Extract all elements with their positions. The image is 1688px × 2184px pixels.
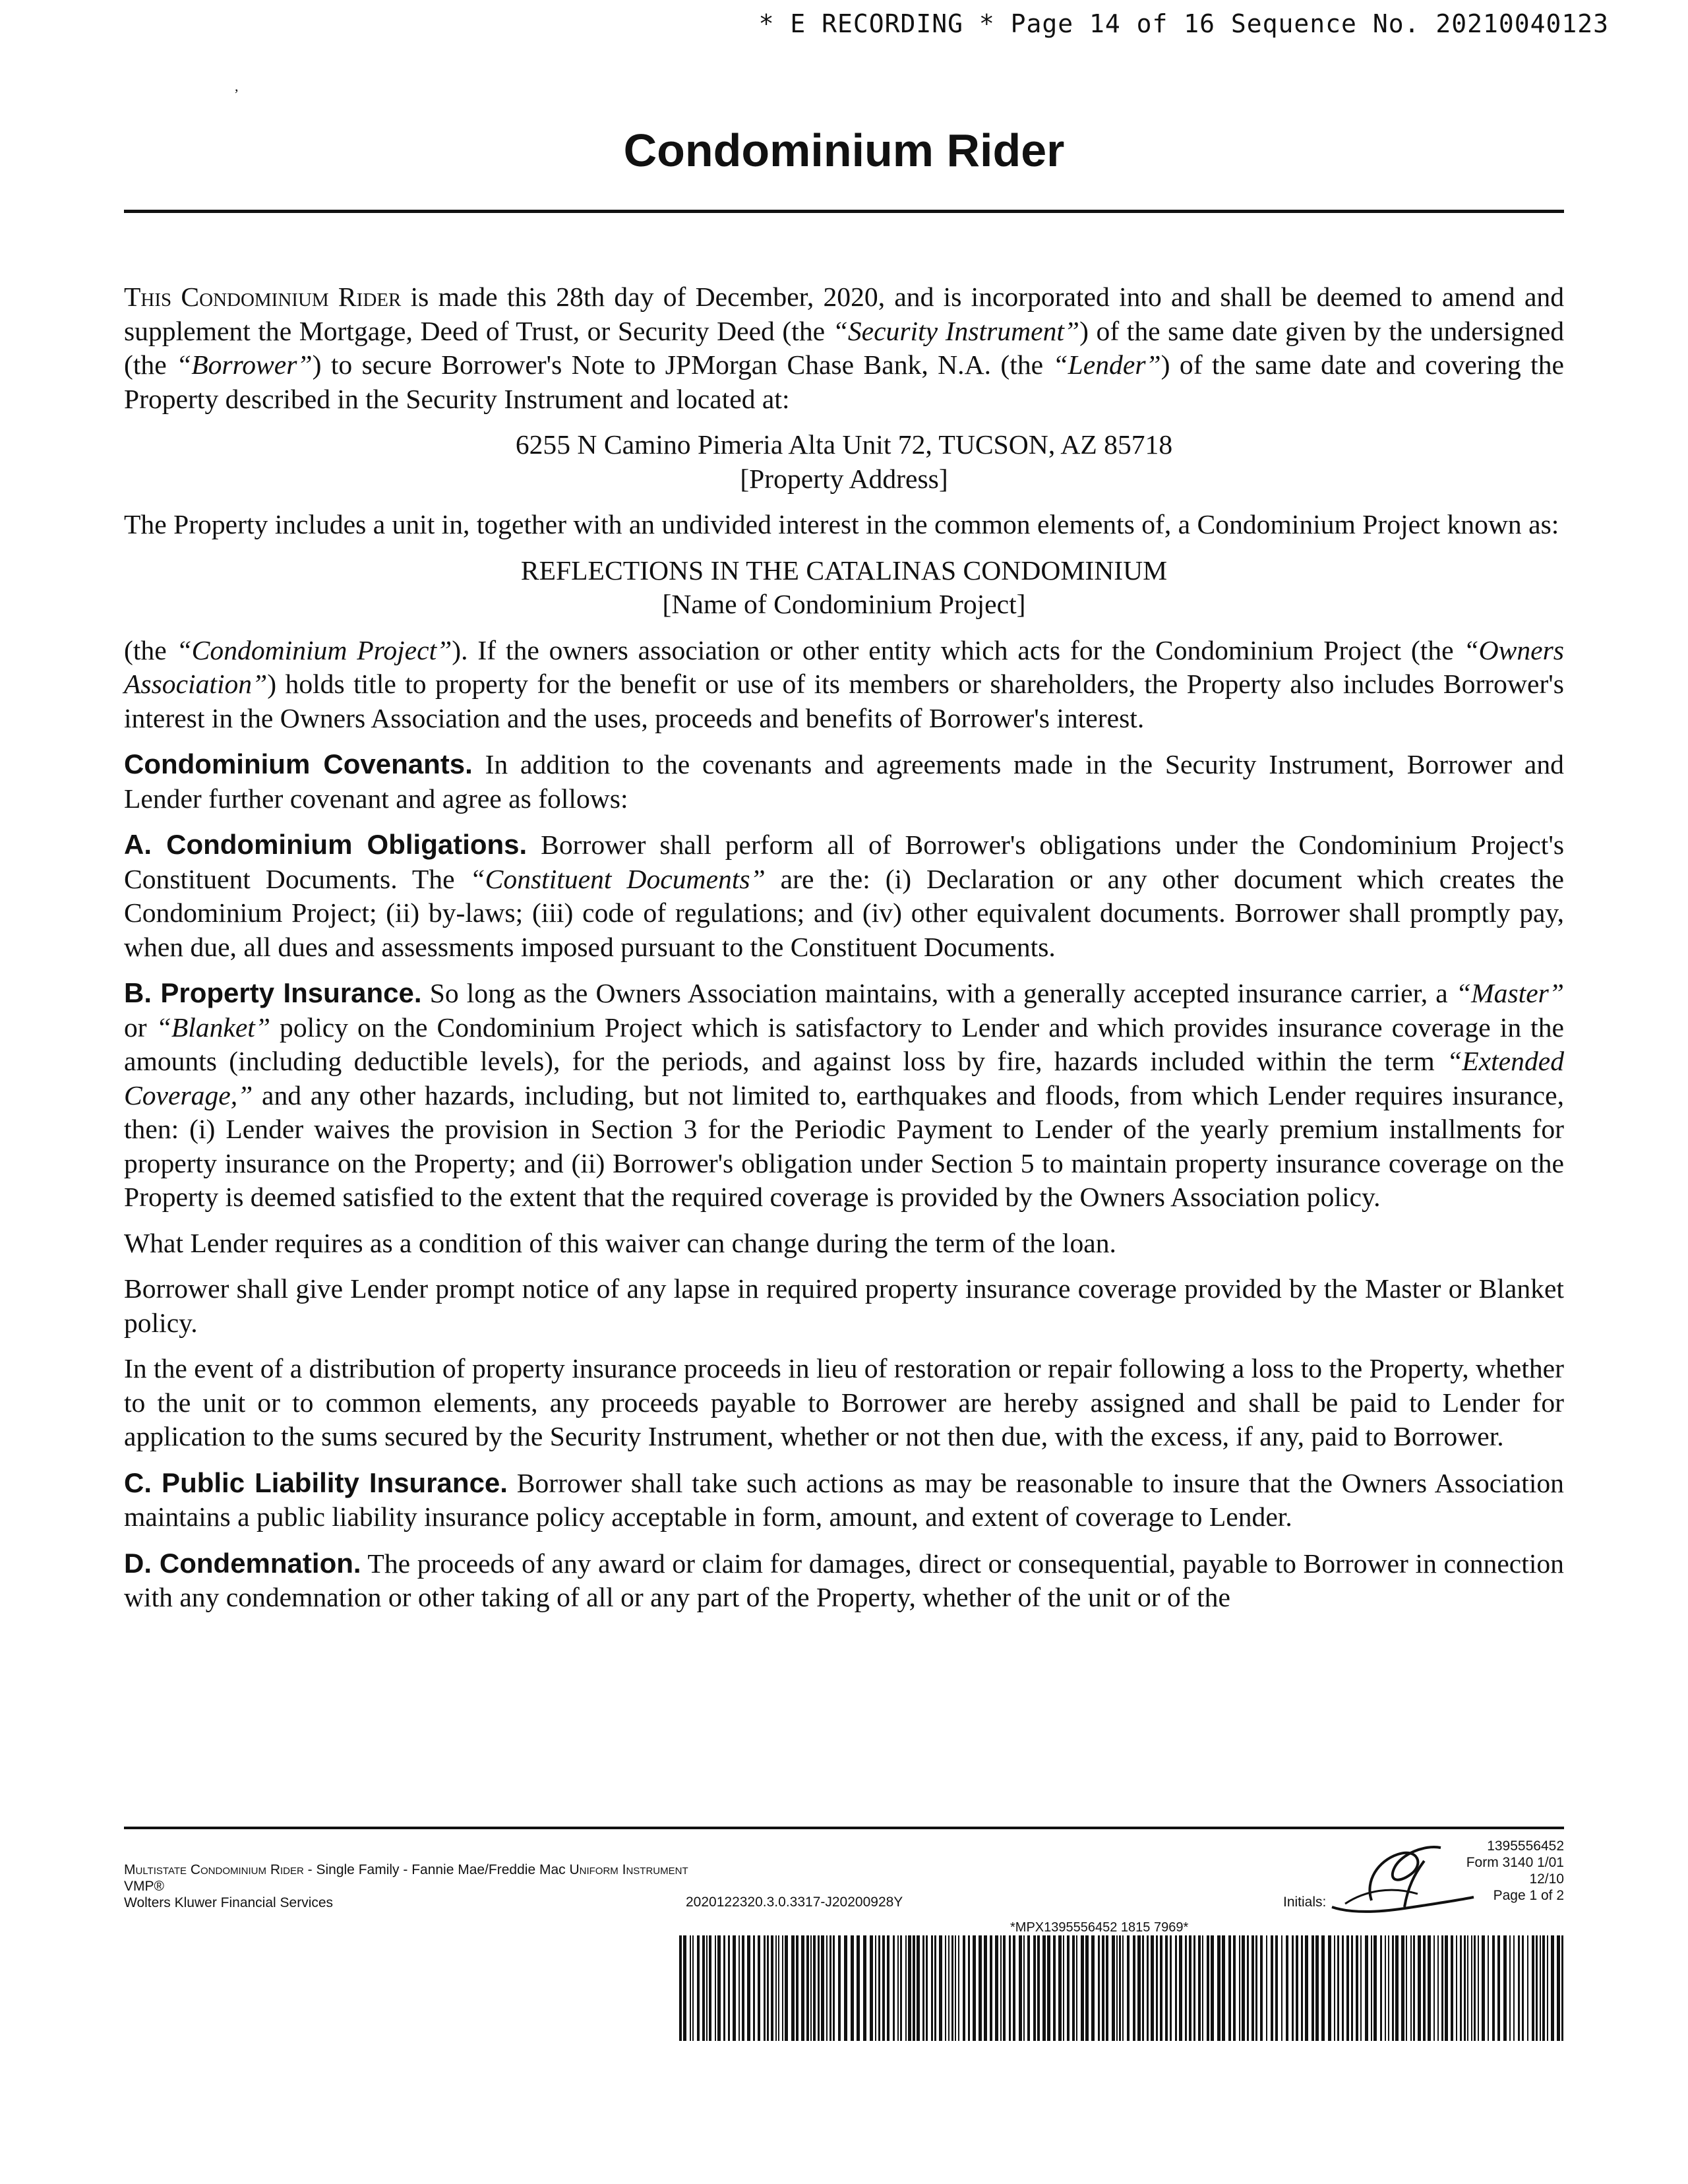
barcode-bar bbox=[1467, 1935, 1468, 2041]
barcode-bar bbox=[1460, 1935, 1462, 2041]
intro-text: ) of the same date and covering the Property described in the Security Instrument and located at: bbox=[124, 349, 1564, 414]
barcode-bar bbox=[728, 1935, 730, 2041]
covenants-text: In addition to the covenants and agreements made in the Security Instrument, Borrower and Lender further covenant and agree as follows: bbox=[124, 749, 1564, 814]
barcode-bar bbox=[1027, 1935, 1030, 2041]
barcode-bar bbox=[1547, 1935, 1548, 2041]
barcode-bar bbox=[1492, 1935, 1495, 2041]
barcode-bar bbox=[1023, 1935, 1025, 2041]
barcode-bar bbox=[1328, 1935, 1331, 2041]
barcode-bar bbox=[702, 1935, 705, 2041]
barcode-bar bbox=[1251, 1935, 1254, 2041]
term-security-instrument: “Security Instrument” bbox=[832, 315, 1080, 346]
term-condominium-project: “Condominium Project” bbox=[176, 634, 452, 665]
form-description bbox=[124, 1862, 688, 1878]
barcode-bar bbox=[1281, 1935, 1282, 2041]
barcode-bar bbox=[1170, 1935, 1172, 2041]
barcode-bar bbox=[1385, 1935, 1386, 2041]
barcode-bar bbox=[878, 1935, 880, 2041]
barcode-bar bbox=[1000, 1935, 1002, 2041]
barcode-bar bbox=[1315, 1935, 1319, 2041]
section-b bbox=[124, 976, 1564, 1215]
barcode-bar bbox=[782, 1935, 783, 2041]
footer-form-info bbox=[124, 1862, 688, 1911]
section-d-heading: D. Condemnation. bbox=[124, 1547, 361, 1579]
barcode-bar bbox=[1488, 1935, 1489, 2041]
barcode-bar bbox=[1561, 1935, 1563, 2041]
barcode-bar bbox=[785, 1935, 788, 2041]
barcode-bar bbox=[775, 1935, 777, 2041]
project-name-label: [Name of Condominium Project] bbox=[662, 589, 1026, 619]
barcode-bar bbox=[791, 1935, 795, 2041]
barcode-bar bbox=[1406, 1935, 1407, 2041]
barcode-bar bbox=[1395, 1935, 1399, 2041]
barcode-bar bbox=[1211, 1935, 1214, 2041]
footer-form-numbers bbox=[1466, 1838, 1564, 1904]
barcode-bar bbox=[1189, 1935, 1191, 2041]
barcode-bar bbox=[1142, 1935, 1144, 2041]
barcode-bar bbox=[857, 1935, 860, 2041]
document-code: 2020122320.3.0.3317-J20200928Y bbox=[686, 1895, 903, 1910]
barcode-bar bbox=[1239, 1935, 1240, 2041]
section-c-heading: C. Public Liability Insurance. bbox=[124, 1467, 508, 1498]
barcode-bar bbox=[984, 1935, 987, 2041]
barcode-bar bbox=[1133, 1935, 1135, 2041]
barcode-bar bbox=[1321, 1935, 1325, 2041]
barcode-bar bbox=[1255, 1935, 1257, 2041]
barcode-bar bbox=[1401, 1935, 1404, 2041]
section-b-text: So long as the Owners Association maintains, with a generally accepted insurance carrier, a bbox=[421, 978, 1456, 1008]
term-constituent-documents: “Constituent Documents” bbox=[469, 863, 766, 894]
barcode-bar bbox=[1464, 1935, 1466, 2041]
barcode-bar bbox=[1009, 1935, 1011, 2041]
barcode-bar bbox=[1334, 1935, 1335, 2041]
barcode-bar bbox=[697, 1935, 700, 2041]
waiver-paragraph: What Lender requires as a condition of this waiver can change during the term of the loan. bbox=[124, 1227, 1116, 1258]
rider-lead: This Condominium Rider bbox=[124, 282, 402, 312]
property-address: 6255 N Camino Pimeria Alta Unit 72, TUCSON, AZ 85718 bbox=[515, 429, 1173, 460]
vmp-mark: VMP® bbox=[124, 1879, 164, 1894]
barcode-bar bbox=[968, 1935, 970, 2041]
barcode-bar bbox=[709, 1935, 711, 2041]
barcode-bar bbox=[1292, 1935, 1294, 2041]
barcode-bar bbox=[1222, 1935, 1225, 2041]
barcode-bar bbox=[1365, 1935, 1368, 2041]
barcode-bar bbox=[1360, 1935, 1362, 2041]
barcode-bar bbox=[1380, 1935, 1382, 2041]
barcode-bar bbox=[1557, 1935, 1560, 2041]
initials-signature bbox=[1325, 1835, 1477, 1920]
barcode-bar bbox=[1418, 1935, 1421, 2041]
term-borrower: “Borrower” bbox=[176, 349, 313, 380]
barcode-bar bbox=[838, 1935, 841, 2041]
section-c-text: Borrower shall take such actions as may be reasonable to insure that the Owners Association maintains a public liability insurance policy acceptable in form, amount, and extent of coverage to Lender. bbox=[124, 1467, 1564, 1532]
barcode-bar bbox=[893, 1935, 895, 2041]
barcode-bar bbox=[1445, 1935, 1448, 2041]
initials-label: Initials: bbox=[1283, 1895, 1327, 1910]
barcode-bar bbox=[1423, 1935, 1426, 2041]
barcode-bar bbox=[995, 1935, 998, 2041]
barcode-bar bbox=[926, 1935, 928, 2041]
form-number: Form 3140 1/01 bbox=[1466, 1855, 1564, 1870]
barcode-bar bbox=[931, 1935, 933, 2041]
barcode-bar bbox=[1260, 1935, 1263, 2041]
barcode-bar bbox=[1207, 1935, 1209, 2041]
barcode-bar bbox=[917, 1935, 920, 2041]
barcode-bar bbox=[1156, 1935, 1158, 2041]
barcode-bar bbox=[738, 1935, 740, 2041]
barcode-bar bbox=[1471, 1935, 1472, 2041]
barcode-bar bbox=[1337, 1935, 1339, 2041]
barcode-bar bbox=[905, 1935, 907, 2041]
barcode-bar bbox=[1266, 1935, 1267, 2041]
barcode-bar bbox=[1053, 1935, 1056, 2041]
barcode-bar bbox=[900, 1935, 902, 2041]
barcode-bar bbox=[1003, 1935, 1006, 2041]
project-paragraph bbox=[124, 634, 1564, 736]
barcode-bar bbox=[833, 1935, 835, 2041]
barcode-bar bbox=[679, 1935, 682, 2041]
barcode-bar bbox=[1185, 1935, 1187, 2041]
document-body bbox=[124, 280, 1564, 1627]
barcode-bar bbox=[913, 1935, 915, 2041]
document-title: Condominium Rider bbox=[623, 125, 1065, 176]
section-b-text: or bbox=[124, 1012, 156, 1043]
barcode-bar bbox=[1451, 1935, 1453, 2041]
barcode-bar bbox=[1175, 1935, 1177, 2041]
barcode-bar bbox=[1042, 1935, 1046, 2041]
section-b-text: policy on the Condominium Project which is satisfactory to Lender and which provides insurance coverage in the amounts (including deductible levels), for the periods, and against loss by fire, hazards included within the term bbox=[124, 1012, 1564, 1076]
section-b-heading: B. Property Insurance. bbox=[124, 977, 422, 1008]
barcode-bar bbox=[1067, 1935, 1070, 2041]
barcode-bar bbox=[764, 1935, 766, 2041]
barcode-bar bbox=[1037, 1935, 1040, 2041]
barcode-bar bbox=[1542, 1935, 1545, 2041]
covenants-heading: Condominium Covenants. bbox=[124, 748, 473, 779]
barcode-bar bbox=[1179, 1935, 1182, 2041]
barcode-bar bbox=[1437, 1935, 1439, 2041]
barcode-bar bbox=[951, 1935, 953, 2041]
barcode-bar bbox=[829, 1935, 831, 2041]
form-subtitle: - Single Family - Fannie Mae/Freddie Mac bbox=[303, 1862, 570, 1877]
barcode-bar bbox=[796, 1935, 799, 2041]
section-d-text: The proceeds of any award or claim for damages, direct or consequential, payable to Borrower in connection with any condemnation or other taking of all or any part of the Property, whether of the unit or of the bbox=[124, 1548, 1564, 1612]
intro-text: ) to secure Borrower's Note to JPMorgan Chase Bank, N.A. (the bbox=[312, 349, 1053, 380]
barcode-bar bbox=[1198, 1935, 1201, 2041]
barcode-bar bbox=[1127, 1935, 1130, 2041]
barcode-bar bbox=[939, 1935, 942, 2041]
barcode-bar bbox=[1474, 1935, 1476, 2041]
barcode-bar bbox=[723, 1935, 725, 2041]
barcode-bar bbox=[1527, 1935, 1528, 2041]
barcode-bar bbox=[1047, 1935, 1050, 2041]
intro-text: ) of the same date given by the undersigned (the bbox=[124, 315, 1565, 380]
lapse-notice-paragraph: Borrower shall give Lender prompt notice of any lapse in required property insurance coverage provided by the Master or Blanket policy. bbox=[124, 1273, 1564, 1338]
project-name-block bbox=[124, 554, 1564, 622]
barcode-bar bbox=[1428, 1935, 1431, 2041]
barcode-bar bbox=[955, 1935, 956, 2041]
intro-text: is made this 28th day of December, 2020, and is incorporated into and shall be deemed to amend and supplement the Mortgage, Deed of Trust, or Security Deed (the bbox=[124, 282, 1564, 346]
barcode-bar bbox=[818, 1935, 820, 2041]
barcode-bar bbox=[863, 1935, 866, 2041]
barcode-bar bbox=[1151, 1935, 1154, 2041]
barcode-bar bbox=[1503, 1935, 1507, 2041]
barcode-bar bbox=[948, 1935, 950, 2041]
barcode-bar bbox=[1433, 1935, 1435, 2041]
barcode-bar bbox=[767, 1935, 769, 2041]
barcode-bar bbox=[1112, 1935, 1115, 2041]
barcode-bar bbox=[690, 1935, 691, 2041]
barcode-bar bbox=[1033, 1935, 1036, 2041]
barcode-bar bbox=[1513, 1935, 1515, 2041]
barcode-bar bbox=[963, 1935, 965, 2041]
barcode-bar bbox=[887, 1935, 889, 2041]
barcode-bar bbox=[897, 1935, 899, 2041]
term-blanket: “Blanket” bbox=[156, 1012, 270, 1043]
barcode-bar bbox=[875, 1935, 876, 2041]
project-text: ) holds title to property for the benefit or use of its members or shareholders, the Property also includes Borrower's interest in the Owners Association and the uses, proceeds and benefits of Borrower's interest. bbox=[124, 669, 1564, 733]
barcode-bar bbox=[810, 1935, 812, 2041]
barcode-bar bbox=[1242, 1935, 1245, 2041]
barcode-bar bbox=[1540, 1935, 1541, 2041]
term-lender: “Lender” bbox=[1052, 349, 1161, 380]
barcode-bar bbox=[1410, 1935, 1412, 2041]
intro-paragraph bbox=[124, 280, 1564, 416]
project-name: REFLECTIONS IN THE CATALINAS CONDOMINIUM bbox=[520, 555, 1168, 586]
scan-mark: , bbox=[235, 78, 239, 94]
barcode-bar bbox=[742, 1935, 744, 2041]
footer-rule bbox=[124, 1827, 1564, 1829]
barcode-bar bbox=[1098, 1935, 1100, 2041]
section-a-heading: A. Condominium Obligations. bbox=[124, 829, 528, 860]
loan-number: 1395556452 bbox=[1487, 1838, 1564, 1854]
barcode-bar bbox=[1063, 1935, 1064, 2041]
barcode-bar bbox=[1091, 1935, 1095, 2041]
barcode-bar bbox=[844, 1935, 847, 2041]
barcode-bar bbox=[973, 1935, 976, 2041]
barcode-bar bbox=[778, 1935, 779, 2041]
barcode-bar bbox=[1147, 1935, 1149, 2041]
barcode-bar bbox=[1247, 1935, 1249, 2041]
barcode-bar bbox=[934, 1935, 936, 2041]
property-address-block bbox=[124, 428, 1564, 496]
barcode-bar bbox=[733, 1935, 736, 2041]
barcode-bar bbox=[1413, 1935, 1415, 2041]
barcode-bar bbox=[1522, 1935, 1524, 2041]
form-uniform: Uniform Instrument bbox=[569, 1862, 688, 1877]
barcode-bar bbox=[821, 1935, 824, 2041]
barcode-bar bbox=[1019, 1935, 1022, 2041]
barcode-bar bbox=[826, 1935, 828, 2041]
barcode-bar bbox=[1388, 1935, 1389, 2041]
barcode-bar bbox=[1116, 1935, 1118, 2041]
barcode-bar bbox=[1342, 1935, 1344, 2041]
barcode-bar bbox=[806, 1935, 809, 2041]
barcode-bar bbox=[1193, 1935, 1195, 2041]
recording-header: * E RECORDING * Page 14 of 16 Sequence No. 20210040123 bbox=[758, 9, 1609, 38]
barcode-bar bbox=[1165, 1935, 1168, 2041]
barcode-bar bbox=[922, 1935, 924, 2041]
barcode-bar bbox=[1275, 1935, 1278, 2041]
barcode-bar bbox=[1392, 1935, 1394, 2041]
barcode-text: *MPX1395556452 1815 7969* bbox=[1010, 1920, 1189, 1935]
barcode-bar bbox=[1296, 1935, 1298, 2041]
barcode-bar bbox=[1013, 1935, 1015, 2041]
barcode-bar bbox=[1160, 1935, 1162, 2041]
barcode-bar bbox=[851, 1935, 854, 2041]
barcode-bar bbox=[1217, 1935, 1221, 2041]
covenants-paragraph bbox=[124, 747, 1564, 816]
barcode-bar bbox=[870, 1935, 873, 2041]
form-title: Multistate Condominium Rider bbox=[124, 1862, 304, 1877]
barcode-bar bbox=[717, 1935, 721, 2041]
property-address-label: [Property Address] bbox=[740, 463, 948, 494]
term-master: “Master” bbox=[1455, 978, 1564, 1008]
barcode-bar bbox=[1478, 1935, 1479, 2041]
barcode-bar bbox=[1536, 1935, 1538, 2041]
barcode-bar bbox=[1085, 1935, 1089, 2041]
barcode-bar bbox=[1351, 1935, 1353, 2041]
term-extended-coverage: “Extended Coverage,” bbox=[124, 1046, 1564, 1110]
publisher: Wolters Kluwer Financial Services bbox=[124, 1895, 334, 1910]
section-b-text: and any other hazards, including, but not limited to, earthquakes and floods, from which Lender requires insurance, then: (i) Lender waives the provision in Section 3 for the Periodic Payment to Lender of the yearly premium installments for property insurance on the Property; and (ii) Borrower's obligation under Section 5 to maintain property insurance coverage on the Property is deemed satisfied to the extent that the required coverage is provided by the Owners Association policy. bbox=[124, 1079, 1564, 1212]
barcode-bar bbox=[1509, 1935, 1511, 2041]
barcode-bar bbox=[758, 1935, 760, 2041]
barcode-bar bbox=[1228, 1935, 1231, 2041]
barcode-bar bbox=[1497, 1935, 1500, 2041]
barcode bbox=[679, 1935, 1564, 2041]
barcode-bar bbox=[1102, 1935, 1104, 2041]
barcode-bar bbox=[747, 1935, 750, 2041]
barcode-bar bbox=[1518, 1935, 1520, 2041]
barcode-bar bbox=[1271, 1935, 1273, 2041]
barcode-bar bbox=[1301, 1935, 1303, 2041]
barcode-bar bbox=[1119, 1935, 1121, 2041]
section-d bbox=[124, 1546, 1564, 1615]
barcode-bar bbox=[1371, 1935, 1372, 2041]
barcode-bar bbox=[1286, 1935, 1288, 2041]
barcode-bar bbox=[990, 1935, 992, 2041]
barcode-bar bbox=[1202, 1935, 1203, 2041]
barcode-bar bbox=[1532, 1935, 1534, 2041]
barcode-bar bbox=[1305, 1935, 1308, 2041]
barcode-bar bbox=[1137, 1935, 1141, 2041]
project-text: (the bbox=[124, 634, 177, 665]
section-c bbox=[124, 1466, 1564, 1534]
barcode-bar bbox=[813, 1935, 816, 2041]
barcode-bar bbox=[753, 1935, 755, 2041]
barcode-bar bbox=[908, 1935, 911, 2041]
title-rule bbox=[124, 210, 1564, 213]
barcode-bar bbox=[692, 1935, 694, 2041]
section-a-text: Borrower shall perform all of Borrower's obligations under the Condominium Project's Constituent Documents. The bbox=[124, 830, 1565, 894]
barcode-bar bbox=[1356, 1935, 1358, 2041]
distribution-paragraph: In the event of a distribution of property insurance proceeds in lieu of restoration or repair following a loss to the Property, whether to the unit or to common elements, any proceeds payable to Borrower are hereby assigned and shall be paid to Lender for application to the sums secured by the Security Instrument, whether or not then due, with the excess, if any, paid to Borrower. bbox=[124, 1353, 1564, 1451]
barcode-bar bbox=[1311, 1935, 1314, 2041]
property-includes-paragraph: The Property includes a unit in, together with an undivided interest in the common elements of, a Condominium Project known as: bbox=[124, 509, 1559, 539]
barcode-bar bbox=[1233, 1935, 1236, 2041]
barcode-bar bbox=[1456, 1935, 1457, 2041]
form-revision: 12/10 bbox=[1529, 1871, 1564, 1887]
barcode-bar bbox=[715, 1935, 716, 2041]
barcode-bar bbox=[945, 1935, 946, 2041]
project-text: ). If the owners association or other entity which acts for the Condominium Project (the bbox=[452, 634, 1464, 665]
barcode-bar bbox=[1081, 1935, 1084, 2041]
barcode-bar bbox=[1551, 1935, 1554, 2041]
barcode-bar bbox=[1072, 1935, 1075, 2041]
barcode-bar bbox=[1373, 1935, 1377, 2041]
barcode-bar bbox=[801, 1935, 804, 2041]
section-a bbox=[124, 828, 1564, 964]
barcode-bar bbox=[1346, 1935, 1349, 2041]
barcode-bar bbox=[706, 1935, 708, 2041]
barcode-bar bbox=[882, 1935, 885, 2041]
barcode-bar bbox=[958, 1935, 959, 2041]
barcode-bar bbox=[1058, 1935, 1062, 2041]
page-number: Page 1 of 2 bbox=[1493, 1888, 1564, 1903]
term-owners-association: “Owners Association” bbox=[124, 634, 1564, 699]
barcode-bar bbox=[683, 1935, 686, 2041]
barcode-bar bbox=[1076, 1935, 1077, 2041]
barcode-bar bbox=[1441, 1935, 1443, 2041]
barcode-bar bbox=[979, 1935, 982, 2041]
barcode-bar bbox=[1122, 1935, 1124, 2041]
section-a-text: are the: (i) Declaration or any other document which creates the Condominium Project; (ii) by-laws; (iii) code of regulations; and (iv) other equivalent documents. Borrower shall promptly pay, when due, all dues and assessments imposed pursuant to the Constituent Documents. bbox=[124, 863, 1564, 962]
barcode-bar bbox=[771, 1935, 773, 2041]
barcode-bar bbox=[1106, 1935, 1108, 2041]
barcode-bar bbox=[1482, 1935, 1485, 2041]
